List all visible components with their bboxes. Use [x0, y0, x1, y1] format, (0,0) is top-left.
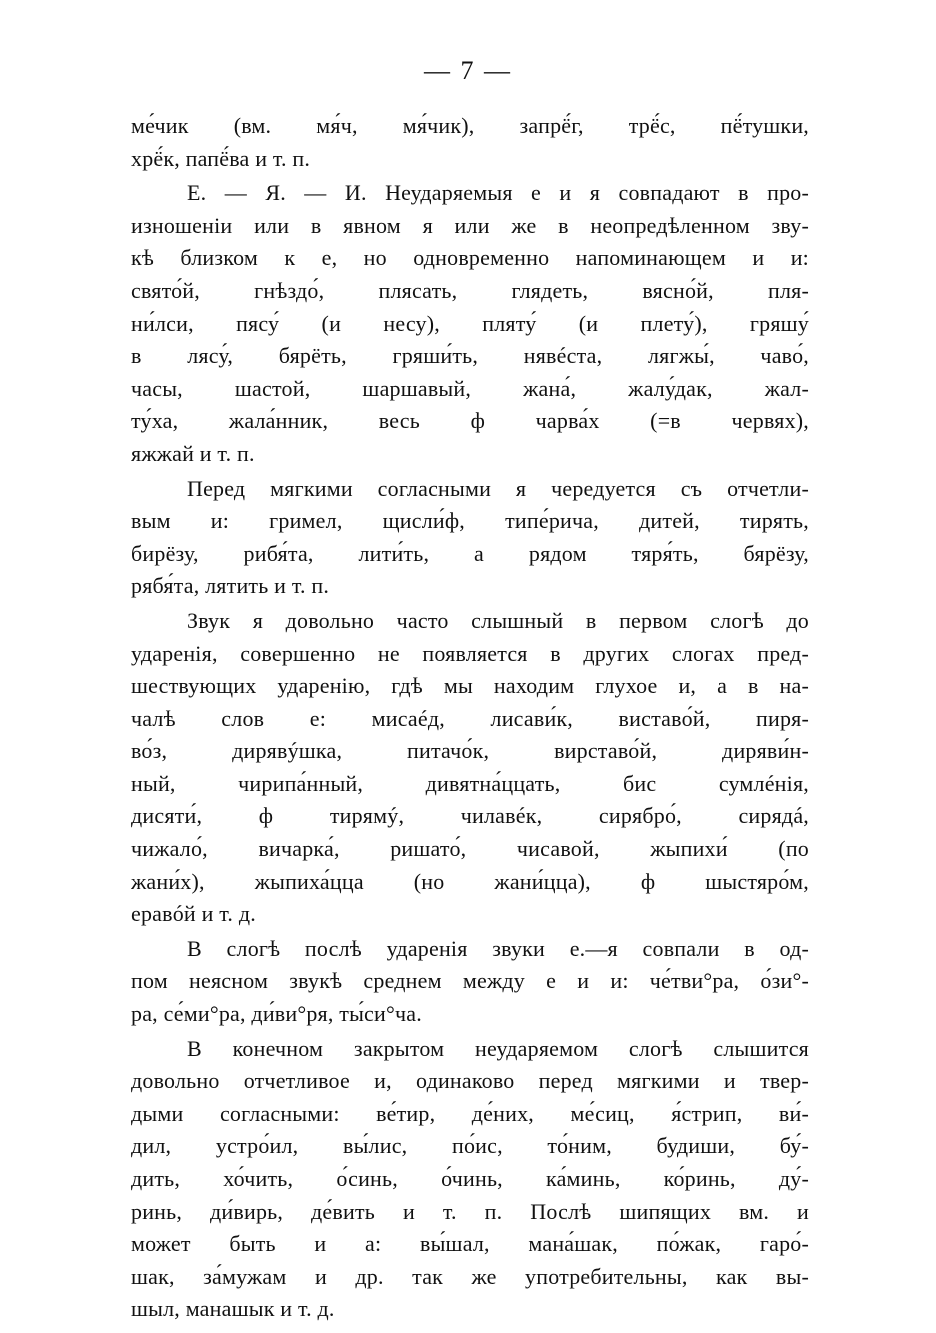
- text-line: шак, за́мужам и др. так же употребительны, как вы-: [131, 1263, 809, 1289]
- body-text: [131, 110, 809, 1326]
- text-line: рябя́та, лятить и т. п.: [131, 573, 330, 599]
- text-line: бирёзу, рибя́та, лити́ть, а рядом тяря́ть, бярёзу,: [131, 540, 809, 566]
- text-line: во́з, дирявýшка, питачо́к, вирставо́й, диряви́н-: [131, 738, 809, 764]
- paragraph: [131, 110, 809, 175]
- text-line: в лясу́, бярёть, гряши́ть, нявéста, лягжы́, чаво́,: [131, 343, 809, 369]
- text-line: может быть и а: вы́шал, мана́шак, по́жак, гаро́-: [131, 1231, 809, 1257]
- text-line: пом неясном звукѣ среднем между е и и: че́тви°ра, о́зи°-: [131, 968, 809, 994]
- text-line: довольно отчетливое и, одинаково перед мягкими и твер-: [131, 1068, 809, 1094]
- text-line: ту́ха, жала́нник, весь ф чарва́х (=в червях),: [131, 408, 809, 434]
- text-line: дить, хо́чить, о́синь, о́чинь, ка́минь, ко́ринь, ду́-: [131, 1166, 809, 1191]
- text-line: яжжай и т. п.: [131, 440, 255, 466]
- text-line: ринь, ди́вирь, де́вить и т. п. Послѣ шипящих вм. и: [131, 1198, 809, 1224]
- text-line: свято́й, гнѣздо́, плясать, глядеть, вясно́й, пля-: [131, 277, 809, 303]
- text-line: вым и: гримел, щисли́ф, типе́рича, дитей, тирять,: [131, 508, 809, 534]
- text-line: В слогѣ послѣ ударенія звуки е.—я совпали в од-: [187, 935, 809, 961]
- text-line: кѣ близком к е, но одновременно напоминающем и и:: [131, 245, 809, 271]
- paragraph: [131, 933, 809, 1031]
- text-line: шествующих ударенію, гдѣ мы находим глухое и, а в на-: [131, 673, 809, 699]
- text-line: ра, се́ми°ра, ди́ви°ря, ты́си°ча.: [131, 1001, 422, 1027]
- text-line: ме́чик (вм. мя́ч, мя́чик), запрё́г, трё́с, пё́тушки,: [131, 113, 809, 138]
- paragraph: [131, 177, 809, 470]
- paragraph: [131, 1033, 809, 1326]
- text-line: изношеніи или в явном я или же в неопредѣленном зву-: [131, 212, 809, 238]
- page-number: — 7 —: [424, 56, 512, 85]
- text-line: дыми согласными: ве́тир, де́них, ме́сиц, я́стрип, ви́-: [131, 1100, 809, 1126]
- text-line: чижало́, вичарка́, ришато́, чисавой, жыпихи́ (по: [131, 836, 809, 862]
- text-line: хрё́к, папё́ва и т. п.: [131, 145, 311, 171]
- text-line: шыл, манашык и т. д.: [131, 1296, 335, 1322]
- text-line: жани́х), жыпиха́цца (но жани́цца), ф шыстяро́м,: [131, 868, 809, 894]
- text-line: Перед мягкими согласными я чередуется съ отчетли-: [187, 475, 809, 501]
- text-line: часы, шастой, шаршавый, жана́, жалу́дак, жал-: [131, 375, 809, 401]
- text-line: дисяти́, ф тирямý, чилавéк, сирябро́, сирядá,: [131, 803, 809, 829]
- paragraph: [131, 473, 809, 603]
- text-line: ни́лси, пясу́ (и несу), пляту́ (и плету́), гряшу́: [131, 310, 809, 336]
- text-line: В конечном закрытом неударяемом слогѣ слышится: [187, 1035, 809, 1061]
- text-line: чалѣ слов е: мисаéд, лисави́к, виставо́й, пиря-: [131, 705, 809, 731]
- text-line: еравóй и т. д.: [131, 901, 256, 927]
- text-line: Е. — Я. — И. Неударяемыя е и я совпадают в про-: [187, 180, 809, 206]
- text-line: Звук я довольно часто слышный в первом слогѣ до: [187, 607, 809, 633]
- text-line: ударенія, совершенно не появляется в других слогах пред-: [131, 640, 809, 666]
- paragraph: [131, 605, 809, 931]
- text-line: дил, устро́ил, вы́лис, по́ис, то́ним, будиши, бу́-: [131, 1133, 809, 1159]
- text-line: ный, чирипа́нный, дивятна́ццать, бис сумлéнія,: [131, 770, 809, 796]
